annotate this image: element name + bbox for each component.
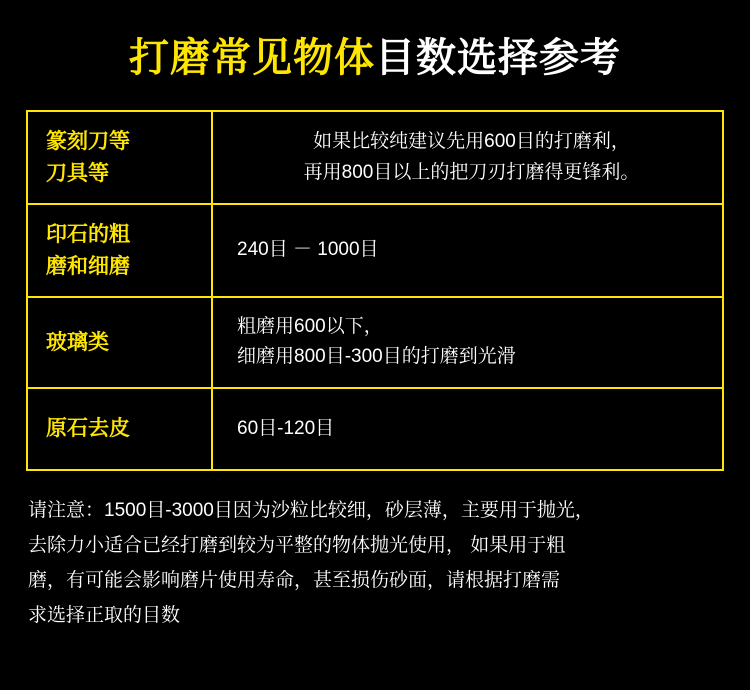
row-value [213, 205, 722, 296]
page-title-highlight: 打磨常见物体 [129, 36, 375, 80]
row-label [28, 112, 213, 203]
row-label [28, 298, 213, 387]
row-value-line: 细磨用800目-300目的打磨到光滑 [237, 346, 516, 368]
row-label-line: 玻璃类 [46, 330, 109, 354]
row-label-line: 篆刻刀等 [46, 130, 130, 153]
row-value-line: 240目 － 1000目 [237, 239, 379, 261]
table-row [28, 205, 722, 298]
row-label-line: 磨和细磨 [46, 254, 130, 278]
page-title [0, 0, 750, 82]
table-row [28, 298, 722, 389]
row-value-line: 如果比较纯建议先用600目的打磨利， [313, 131, 630, 153]
row-label [28, 205, 213, 296]
table-row [28, 389, 722, 471]
row-value [213, 389, 722, 469]
table-row [28, 112, 722, 205]
footnote-line: 磨，有可能会影响磨片使用寿命，甚至损伤砂面，请根据打磨需 [28, 570, 561, 592]
row-label [28, 389, 213, 469]
footnote-line: 求选择正取的目数 [28, 605, 181, 627]
footnote [28, 493, 722, 634]
row-value [213, 298, 722, 387]
footnote-line: 请注意：1500目-3000目因为沙粒比较细，砂层薄，主要用于抛光， [28, 499, 594, 521]
row-value-line: 粗磨用600以下， [237, 316, 383, 337]
grit-selection-table [26, 110, 724, 471]
footnote-line: 去除力小适合已经打磨到较为平整的物体抛光使用， 如果用于粗 [28, 534, 566, 556]
page-title-rest: 目数选择参考 [375, 36, 621, 80]
row-label-line: 刀具等 [46, 161, 109, 185]
row-value [213, 112, 722, 203]
row-label-line: 印石的粗 [46, 223, 130, 246]
row-label-line: 原石去皮 [46, 417, 130, 441]
row-value-line: 再用800目以上的把刀刃打磨得更锋利。 [303, 161, 640, 183]
row-value-line: 60目-120目 [237, 417, 335, 439]
